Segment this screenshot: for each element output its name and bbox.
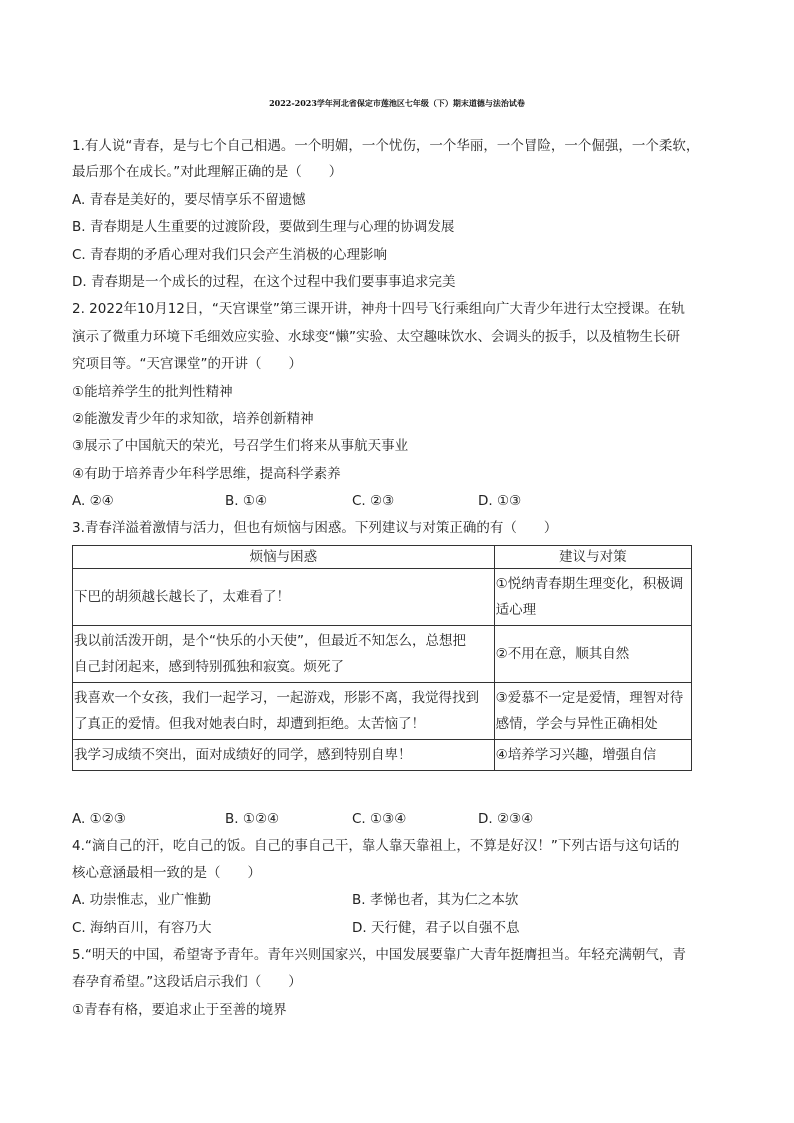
table-row — [73, 683, 692, 740]
q1-option-d: D. 青春期是一个成长的过程，在这个过程中我们要事事追求完美 — [72, 274, 456, 290]
q1-stem-line1: 1.有人说“青春，是与七个自己相遇。一个明媚，一个忧伤，一个华丽，一个冒险，一个倔强，一个柔软， — [72, 138, 700, 154]
table-cell-advice — [494, 683, 691, 740]
table-cell-trouble — [73, 740, 495, 771]
cell-text-line: 感情，学会与异性正确相处 — [495, 716, 658, 732]
table-cell-trouble — [73, 626, 495, 683]
q4-stem-line2: 核心意涵最相一致的是（ ） — [72, 865, 261, 881]
q1-option-c: C. 青春期的矛盾心理对我们只会产生消极的心理影响 — [72, 247, 388, 263]
table-cell-advice — [494, 626, 691, 683]
table-header-advice: 建议与对策 — [494, 546, 691, 569]
q1-option-b: B. 青春期是人生重要的过渡阶段，要做到生理与心理的协调发展 — [72, 219, 455, 235]
q4-stem-line1: 4.“滴自己的汗，吃自己的饭。自己的事自己干，靠人靠天靠祖上，不算是好汉！”下列古语与这句话的 — [72, 838, 680, 854]
q1-option-a: A. 青春是美好的，要尽情享乐不留遗憾 — [72, 192, 306, 208]
q2-item-2: ②能激发青少年的求知欲，培养创新精神 — [72, 411, 314, 427]
q4-option-c: C. 海纳百川，有容乃大 — [72, 920, 212, 936]
q2-item-3: ③展示了中国航天的荣光，号召学生们将来从事航天事业 — [72, 438, 409, 454]
cell-text-line: ①悦纳青春期生理变化，积极调 — [495, 576, 684, 592]
q2-item-1: ①能培养学生的批判性精神 — [72, 384, 233, 400]
cell-text-line: ③爱慕不一定是爱情，理智对待 — [495, 690, 684, 706]
q3-stem: 3.青春洋溢着激情与活力，但也有烦恼与困惑。下列建议与对策正确的有（ ） — [72, 520, 558, 536]
q2-stem-line1: 2. 2022年10月12日，“天宫课堂”第三课开讲，神舟十四号飞行乘组向广大青少年进行太空授课。在轨 — [72, 301, 685, 317]
q4-option-b: B. 孝悌也者，其为仁之本欤 — [352, 892, 519, 908]
q2-stem-line2: 演示了微重力环境下毛细效应实验、水球变“懒”实验、太空趣味饮水、会调头的扳手，以及植物生长研 — [72, 329, 680, 345]
table-header-trouble: 烦恼与困惑 — [73, 546, 495, 569]
q2-option-d: D. ①③ — [478, 493, 522, 509]
q5-item-1: ①青春有格，要追求止于至善的境界 — [72, 1002, 287, 1018]
exam-title: 2022-2023学年河北省保定市莲池区七年级（下）期末道德与法治试卷 — [269, 98, 525, 108]
cell-text-line: 我以前活泼开朗，是个“快乐的小天使”，但最近不知怎么，总想把 — [74, 633, 466, 649]
table-row — [73, 626, 692, 683]
cell-text-line: 我喜欢一个女孩，我们一起学习，一起游戏，形影不离，我觉得找到 — [74, 690, 479, 706]
cell-text-line: 了真正的爱情。但我对她表白时，却遭到拒绝。太苦恼了！ — [74, 716, 425, 732]
table-cell-trouble — [73, 683, 495, 740]
q2-option-a: A. ②④ — [72, 493, 114, 509]
cell-text-line: 自己封闭起来，感到特别孤独和寂寞。烦死了 — [74, 659, 344, 675]
q3-table — [72, 545, 692, 771]
q1-stem-line2: 最后那个在成长。”对此理解正确的是（ ） — [72, 164, 343, 180]
table-row — [73, 740, 692, 771]
table-cell-trouble — [73, 569, 495, 626]
q5-stem-line2: 春孕育希望。”这段话启示我们（ ） — [72, 974, 302, 990]
q2-item-4: ④有助于培养青少年科学思维，提高科学素养 — [72, 466, 341, 482]
table-cell-advice — [494, 569, 691, 626]
q2-option-b: B. ①④ — [225, 493, 268, 509]
q2-stem-line3: 究项目等。“天宫课堂”的开讲（ ） — [72, 356, 302, 372]
q4-option-d: D. 天行健，君子以自强不息 — [352, 920, 520, 936]
q3-option-c: C. ①③④ — [352, 811, 407, 827]
table-header-row — [73, 546, 692, 569]
q3-option-d: D. ②③④ — [478, 811, 534, 827]
q5-stem-line1: 5.“明天的中国，希望寄予青年。青年兴则国家兴，中国发展要靠广大青年挺膺担当。年轻充满朝气，青 — [72, 947, 686, 963]
q2-option-c: C. ②③ — [352, 493, 395, 509]
cell-text-line: ④培养学习兴趣，增强自信 — [495, 747, 657, 763]
cell-text-line: 我学习成绩不突出，面对成绩好的同学，感到特别自卑！ — [74, 747, 412, 763]
cell-text-line: ②不用在意，顺其自然 — [495, 646, 630, 662]
q4-option-a: A. 功崇惟志，业广惟勤 — [72, 892, 212, 908]
cell-text-line: 适心理 — [495, 602, 537, 618]
q3-option-b: B. ①②④ — [225, 811, 280, 827]
q3-option-a: A. ①②③ — [72, 811, 126, 827]
table-row — [73, 569, 692, 626]
table-cell-advice — [494, 740, 691, 771]
cell-text-line: 下巴的胡须越长越长了，太难看了！ — [74, 589, 290, 605]
